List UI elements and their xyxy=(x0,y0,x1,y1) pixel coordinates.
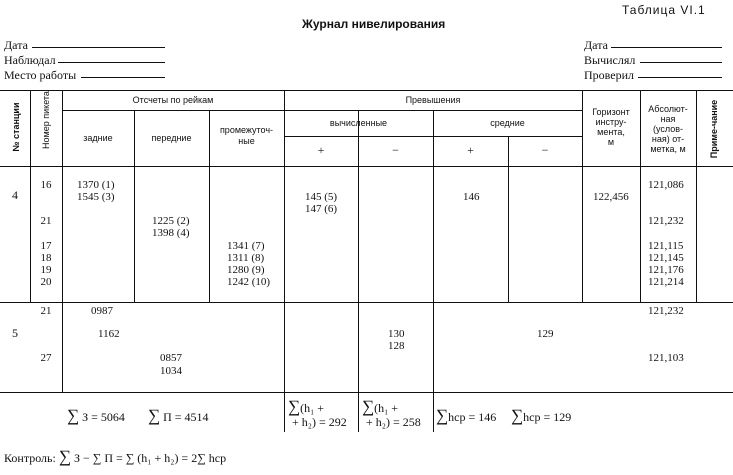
fore-reading: 1034 xyxy=(160,365,182,377)
mark-value: 121,145 xyxy=(648,252,684,264)
control-line: Контроль: ∑ З − ∑ П = ∑ (h₁ + h₂) = 2∑ hср xyxy=(4,447,227,466)
mark-value: 121,103 xyxy=(648,352,684,364)
table-label: Таблица VI.1 xyxy=(622,3,706,17)
header-note: Приме-чание xyxy=(709,99,719,159)
header-readings: Отсчеты по рейкам xyxy=(132,95,214,105)
field-computed-line[interactable] xyxy=(640,62,722,63)
computed-minus-value: 130 xyxy=(388,328,405,340)
header-intermediate-2: ные xyxy=(238,136,255,146)
mark-value: 121,086 xyxy=(648,179,684,191)
picket-20: 20 xyxy=(40,276,52,288)
computed-minus-value: 128 xyxy=(388,340,405,352)
field-date-line[interactable] xyxy=(32,47,165,48)
header-station: № станции xyxy=(11,102,21,152)
sum-minus: ∑(h₁ + + h₂) = 258 xyxy=(362,397,421,429)
field-place-line[interactable] xyxy=(81,77,165,78)
field-computed-label: Вычислял xyxy=(584,53,636,67)
station-5-number: 5 xyxy=(12,326,18,340)
field-checked-label: Проверил xyxy=(584,68,634,82)
back-reading: 1162 xyxy=(98,328,120,340)
mark-value: 121,176 xyxy=(648,264,684,276)
intermediate-reading: 1242 (10) xyxy=(227,276,271,288)
fore-reading: 0857 xyxy=(160,352,182,364)
picket-19: 19 xyxy=(40,264,52,276)
field-observer-label: Наблюдал xyxy=(4,53,56,67)
picket-21: 21 xyxy=(40,305,52,317)
field-date-label: Дата xyxy=(4,38,28,52)
page-title: Журнал нивелирования xyxy=(302,17,446,31)
mark-value: 121,115 xyxy=(648,240,684,252)
header-average-minus: − xyxy=(541,143,549,157)
header-intermediate-1: промежуточ- xyxy=(219,125,274,135)
picket-18: 18 xyxy=(40,252,52,264)
field-date2-label: Дата xyxy=(584,38,608,52)
picket-21: 21 xyxy=(40,215,52,227)
computed-plus-value: 147 (6) xyxy=(305,203,338,215)
header-fore: передние xyxy=(151,133,192,143)
header-abs-mark: Абсолют- ная (услов- ная) от- метка, м xyxy=(648,104,688,154)
mark-value: 121,232 xyxy=(648,215,684,227)
horizon-value: 122,456 xyxy=(593,191,629,203)
picket-17: 17 xyxy=(40,240,52,252)
back-reading: 1370 (1) xyxy=(77,179,115,191)
sum-average-minus: ∑hср = 129 xyxy=(511,406,572,425)
sum-plus: ∑(h₁ + + h₂) = 292 xyxy=(288,397,347,429)
back-reading: 1545 (3) xyxy=(77,191,115,203)
sum-average-plus: ∑hср = 146 xyxy=(436,406,497,425)
field-date2-line[interactable] xyxy=(611,47,722,48)
header-computed-minus: − xyxy=(392,143,399,157)
header-back: задние xyxy=(83,133,113,143)
average-plus-value: 146 xyxy=(463,191,480,203)
header-computed-plus: + xyxy=(317,143,325,157)
sum-back: ∑ З = 5064 xyxy=(67,406,125,425)
field-observer-line[interactable] xyxy=(58,62,165,63)
intermediate-reading: 1280 (9) xyxy=(227,264,265,276)
header-computed: вычисленные xyxy=(329,118,388,128)
picket-16: 16 xyxy=(40,179,52,191)
mark-value: 121,214 xyxy=(648,276,684,288)
average-minus-value: 129 xyxy=(537,328,554,340)
header-picket: Номер пикета xyxy=(41,91,51,149)
header-excess: Превышения xyxy=(405,95,461,105)
field-checked-line[interactable] xyxy=(638,77,722,78)
header-horizon: Горизонт инстру- мента, м xyxy=(592,107,630,147)
sum-fore: ∑ П = 4514 xyxy=(148,406,209,425)
field-place-label: Место работы xyxy=(4,68,77,82)
computed-plus-value: 145 (5) xyxy=(305,191,338,203)
back-reading: 0987 xyxy=(91,305,113,317)
picket-27: 27 xyxy=(40,352,52,364)
station-4-number: 4 xyxy=(12,188,18,202)
intermediate-reading: 1341 (7) xyxy=(227,240,265,252)
fore-reading: 1398 (4) xyxy=(152,227,190,239)
mark-value: 121,232 xyxy=(648,305,684,317)
header-average: средние xyxy=(490,118,525,128)
fore-reading: 1225 (2) xyxy=(152,215,190,227)
intermediate-reading: 1311 (8) xyxy=(227,252,265,264)
header-average-plus: + xyxy=(467,143,474,157)
